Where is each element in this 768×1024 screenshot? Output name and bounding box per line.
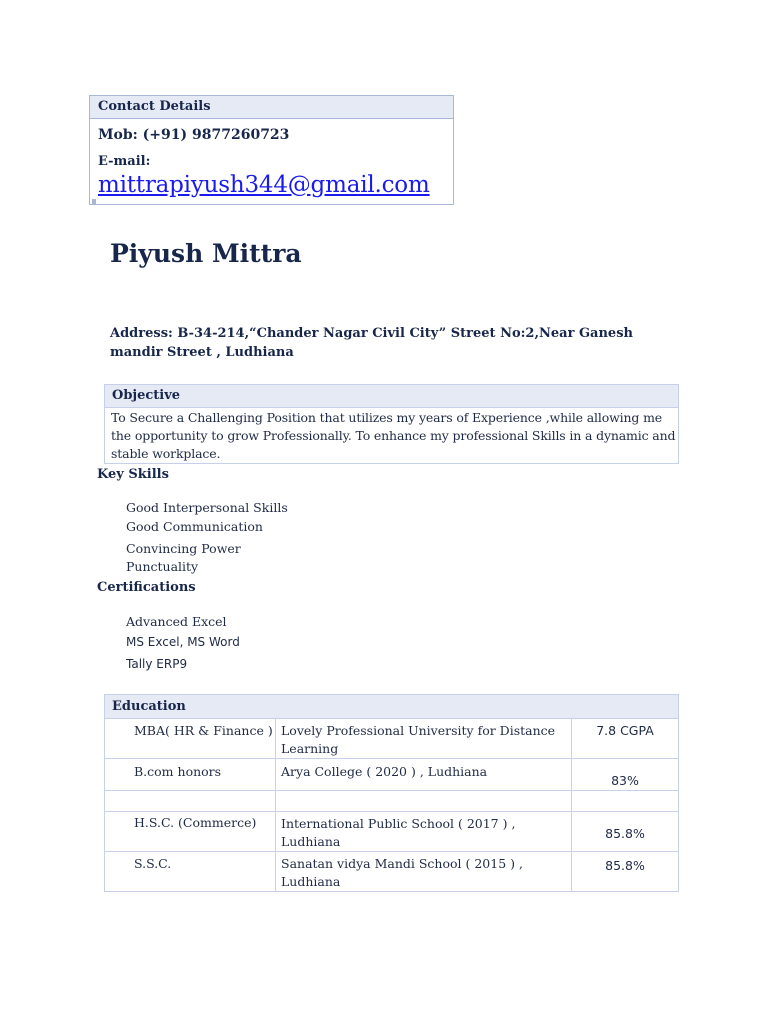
education-table: [104, 694, 679, 892]
contact-details-title: Contact Details: [98, 99, 211, 114]
key-skills-title: Key Skills: [97, 467, 169, 482]
mobile-number: Mob: (+91) 9877260723: [98, 127, 290, 143]
skill-item: Convincing Power: [126, 541, 241, 556]
education-score: 85.8%: [605, 858, 645, 873]
skill-item: Good Interpersonal Skills: [126, 500, 288, 515]
objective-text: To Secure a Challenging Position that utilizes my years of Experience ,while allowing me the opportunity to grow Professionally. To enhance my professional Skills in a dynamic and stable workplace.: [111, 410, 676, 461]
education-score: 7.8 CGPA: [596, 723, 654, 738]
skill-item: Punctuality: [126, 559, 199, 574]
education-degree: MBA( HR & Finance ): [134, 723, 273, 738]
certification-item: Advanced Excel: [126, 614, 227, 629]
contact-box-accent: [92, 199, 96, 204]
education-degree: S.S.C.: [134, 856, 172, 871]
education-institution: Arya College ( 2020 ) , Ludhiana: [281, 764, 488, 779]
email-label: E-mail:: [98, 154, 151, 169]
objective-header: [105, 385, 678, 408]
objective-box: [104, 384, 679, 464]
education-score: 83%: [611, 773, 639, 788]
education-institution: Sanatan vidya Mandi School ( 2015 ) , Ludhiana: [281, 856, 523, 889]
table-row-divider: [105, 758, 678, 759]
education-header: [105, 695, 678, 719]
contact-details-box: [89, 95, 454, 205]
table-row-divider: [105, 811, 678, 812]
email-link[interactable]: mittrapiyush344@gmail.com: [98, 172, 430, 198]
education-title: Education: [112, 699, 186, 714]
education-institution: International Public School ( 2017 ) , Ludhiana: [281, 816, 516, 849]
certifications-title: Certifications: [97, 580, 196, 595]
education-degree: B.com honors: [134, 764, 222, 779]
education-degree: H.S.C. (Commerce): [134, 815, 257, 830]
table-row-divider: [105, 790, 678, 791]
objective-title: Objective: [112, 388, 181, 403]
address-text: Address: B-34-214,“Chander Nagar Civil City” Street No:2,Near Ganesh mandir Street , Ludhiana: [110, 326, 633, 360]
education-score: 85.8%: [605, 826, 645, 841]
candidate-name: Piyush Mittra: [110, 239, 302, 268]
certification-item: MS Excel, MS Word: [126, 635, 240, 649]
skill-item: Good Communication: [126, 519, 263, 534]
table-column-divider: [275, 718, 276, 891]
education-institution: Lovely Professional University for Distance Learning: [281, 723, 556, 756]
table-row-divider: [105, 851, 678, 852]
certification-item: Tally ERP9: [126, 657, 188, 671]
